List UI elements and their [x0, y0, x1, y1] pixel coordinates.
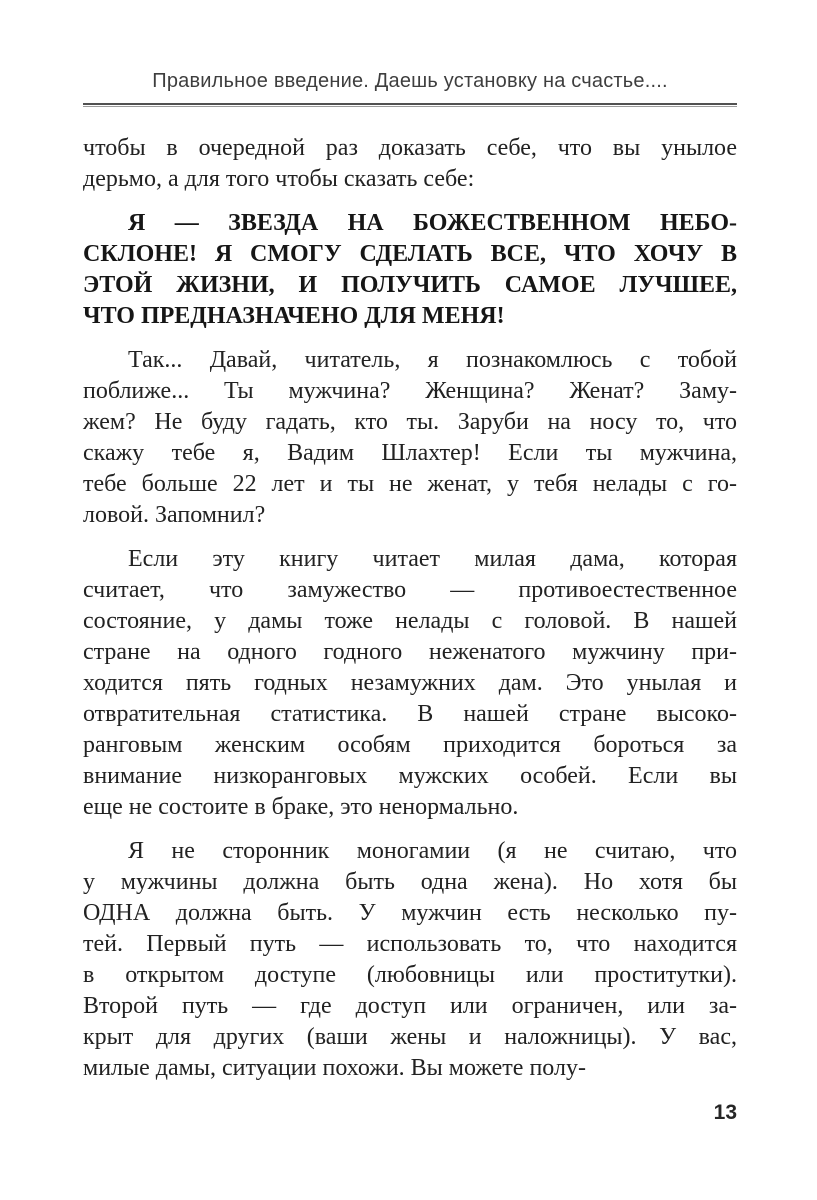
- page-number: 13: [713, 1101, 737, 1124]
- text-line: СКЛОНЕ! Я СМОГУ СДЕЛАТЬ ВСЕ, ЧТО ХОЧУ В: [83, 241, 737, 267]
- body-paragraph: [83, 544, 737, 823]
- text-line: скажу тебе я, Вадим Шлахтер! Если ты мужчина,: [83, 440, 737, 466]
- emphasis-paragraph: [83, 208, 737, 332]
- text-line: стране на одного годного неженатого мужчину при-: [83, 639, 737, 665]
- text-line: внимание низкоранговых мужских особей. Если вы: [83, 763, 737, 789]
- text-line: поближе... Ты мужчина? Женщина? Женат? Заму-: [83, 378, 737, 404]
- body-paragraph: [83, 345, 737, 531]
- text-line: ОДНА должна быть. У мужчин есть несколько пу-: [83, 900, 737, 926]
- text-line: Так... Давай, читатель, я познакомлюсь с тобой: [128, 347, 737, 373]
- text-line: крыт для других (ваши жены и наложницы). У вас,: [83, 1024, 737, 1050]
- text-line: ловой. Запомнил?: [83, 502, 266, 528]
- text-line: отвратительная статистика. В нашей стране высоко-: [83, 701, 737, 727]
- body-paragraph: [83, 133, 737, 195]
- text-line: милые дамы, ситуации похожи. Вы можете полу-: [83, 1055, 586, 1081]
- text-line: Если эту книгу читает милая дама, которая: [128, 546, 737, 572]
- text-line: тебе больше 22 лет и ты не женат, у тебя нелады с го-: [83, 471, 737, 497]
- page-body-text: [83, 133, 737, 1084]
- text-line: ЧТО ПРЕДНАЗНАЧЕНО ДЛЯ МЕНЯ!: [83, 303, 505, 329]
- text-line: тей. Первый путь — использовать то, что находится: [83, 931, 737, 957]
- text-line: считает, что замужество — противоестественное: [83, 577, 737, 603]
- text-line: в открытом доступе (любовницы или проститутки).: [83, 962, 737, 988]
- text-line: ЭТОЙ ЖИЗНИ, И ПОЛУЧИТЬ САМОЕ ЛУЧШЕЕ,: [83, 272, 737, 298]
- text-line: у мужчины должна быть одна жена). Но хотя бы: [83, 869, 737, 895]
- text-line: Второй путь — где доступ или ограничен, или за-: [83, 993, 737, 1019]
- text-line: Я — ЗВЕЗДА НА БОЖЕСТВЕННОМ НЕБО-: [128, 210, 737, 236]
- text-line: дерьмо, а для того чтобы сказать себе:: [83, 166, 475, 192]
- text-line: жем? Не буду гадать, кто ты. Заруби на носу то, что: [83, 409, 737, 435]
- text-line: Я не сторонник моногамии (я не считаю, что: [128, 838, 737, 864]
- text-line: ходится пять годных незамужних дам. Это унылая и: [83, 670, 737, 696]
- text-line: ранговым женским особям приходится бороться за: [83, 732, 737, 758]
- text-line: чтобы в очередной раз доказать себе, что вы унылое: [83, 135, 737, 161]
- text-line: еще не состоите в браке, это ненормально.: [83, 794, 519, 820]
- body-paragraph: [83, 836, 737, 1084]
- header-rule: [83, 103, 737, 107]
- running-head: Правильное введение. Даешь установку на счастье....: [152, 70, 668, 92]
- text-line: состояние, у дамы тоже нелады с головой. В нашей: [83, 608, 737, 634]
